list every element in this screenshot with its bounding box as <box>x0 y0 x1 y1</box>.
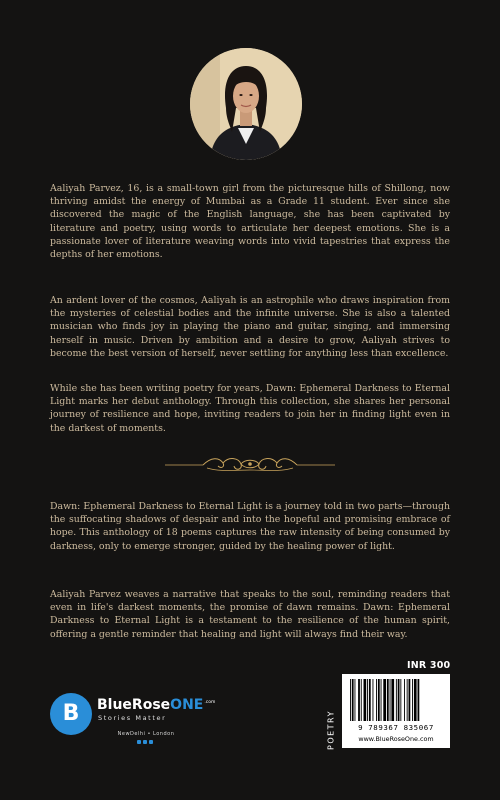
barcode-bar <box>381 679 382 721</box>
facebook-icon <box>137 740 141 744</box>
barcode-bar <box>350 679 351 721</box>
author-bio-paragraph: Aaliyah Parvez, 16, is a small-town girl from the picturesque hills of Shillong, now thriving amidst the energy of Mumbai as a Grade 11 student. Ever since she discovered the magic of the English language, she has been captivated by literature and poetry, using words to articulate her deepest emotions. She is a passionate lover of literature weaving words into vivid tapestries that express the depths of her emotions. <box>50 183 450 261</box>
genre-label <box>321 700 341 760</box>
barcode-bar <box>404 679 405 721</box>
barcode-bar <box>373 679 374 721</box>
isbn-number: 9 789367 835067 <box>358 723 434 732</box>
barcode-bar <box>376 679 377 721</box>
barcode-bar <box>364 679 367 721</box>
publisher-logo-letter: B <box>62 701 80 726</box>
publisher-name <box>97 697 215 713</box>
ornamental-flourish-divider-icon <box>165 454 335 476</box>
barcode-bar <box>400 679 401 721</box>
author-bio-paragraph: An ardent lover of the cosmos, Aaliyah is an astrophile who draws inspiration from the mysteries of celestial bodies and the infinite universe. She is also a talented musician who finds joy in playing the piano and guitar, singing, and immersing herself in music. Driven by ambition and a desire to grow, Aaliyah strives to become the best version of herself, never settling for anything less than excellence. <box>50 295 450 359</box>
publisher-website: www.BlueRoseOne.com <box>358 735 434 743</box>
barcode-bar <box>387 679 389 721</box>
author-photo <box>190 48 302 160</box>
barcode-bar <box>390 679 391 721</box>
barcode-bar <box>418 679 420 721</box>
barcode-bar <box>355 679 356 721</box>
genre-text: POETRY <box>326 710 336 750</box>
instagram-icon <box>143 740 147 744</box>
social-icons <box>137 740 153 744</box>
book-blurb-paragraph: Aaliyah Parvez weaves a narrative that speaks to the soul, reminding readers that even in life's darkest moments, the promise of dawn remains. Dawn: Ephemeral Darkness to Eternal Light is a testament to the resilience of the human spirit, offering a gentle reminder that healing and light will always find their way. <box>50 589 450 640</box>
barcode-bar <box>361 679 362 721</box>
publisher-locations: NewDelhi • London <box>117 731 175 737</box>
isbn-barcode <box>342 674 450 748</box>
barcode-bar <box>367 679 368 721</box>
barcode-bar <box>378 679 380 721</box>
barcode-bar <box>409 679 411 721</box>
author-portrait <box>190 48 302 160</box>
barcode-bar <box>407 679 408 721</box>
publisher-name-domain: .com <box>204 700 216 706</box>
barcode-bar <box>412 679 413 721</box>
twitter-icon <box>149 740 153 744</box>
barcode-bar <box>396 679 397 721</box>
barcode-bar <box>383 679 386 721</box>
publisher-name-suffix: ONE <box>170 697 204 713</box>
barcode-bar <box>391 679 394 721</box>
publisher-tagline: Stories Matter <box>98 714 167 722</box>
author-bio-paragraph: While she has been writing poetry for years, Dawn: Ephemeral Darkness to Eternal Light marks her debut anthology. Through this collection, she shares her personal journey of resilience and hope, inviting readers to join her in finding light even in the darkest of moments. <box>50 383 450 434</box>
barcode-bar <box>358 679 360 721</box>
book-blurb-paragraph: Dawn: Ephemeral Darkness to Eternal Light is a journey told in two parts—through the suffocating shadows of despair and into the hopeful and promising embrace of hope. This anthology of 18 poems captures the raw intensity of being consumed by darkness, only to emerge stronger, guided by the healing power of light. <box>50 501 450 552</box>
publisher-logo-icon <box>50 693 92 735</box>
publisher-name-prefix: BlueRose <box>97 697 171 713</box>
barcode-bar <box>369 679 371 721</box>
barcode-bar <box>414 679 417 721</box>
barcode-bar <box>398 679 400 721</box>
price-label: INR 300 <box>407 660 451 671</box>
barcode-bars-icon <box>348 679 444 723</box>
barcode-bar <box>352 679 354 721</box>
